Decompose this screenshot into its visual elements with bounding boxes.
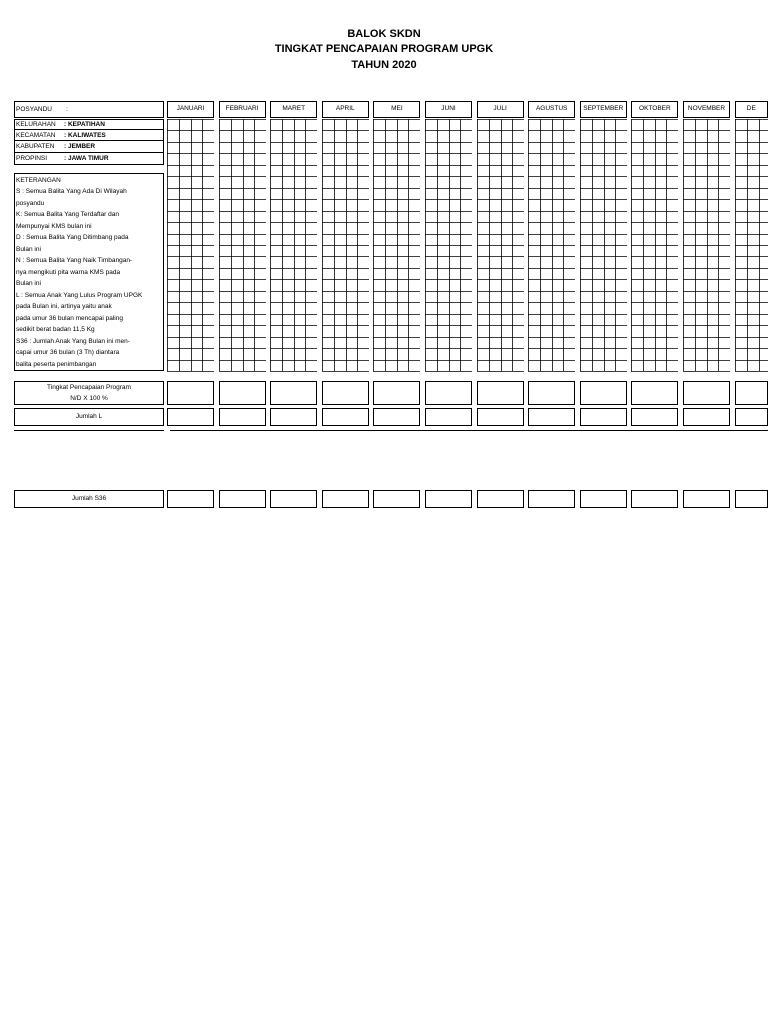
month-header: JUNI <box>425 101 472 118</box>
month-header: FEBRUARI <box>219 101 266 118</box>
month-header: OKTOBER <box>631 101 678 118</box>
keterangan-line: D : Semua Balita Yang Ditimbang pada <box>16 234 129 241</box>
posyandu-sep: : <box>66 106 68 113</box>
divider <box>14 152 164 153</box>
keterangan-line: Bulan ini <box>16 245 41 253</box>
jumlah-l-cell <box>528 408 575 426</box>
title-tahun: TAHUN 2020 <box>351 59 417 71</box>
jumlah-s36-cell <box>735 490 768 508</box>
divider <box>14 430 164 431</box>
month-grid <box>270 119 317 372</box>
posyandu-label: POSYANDU <box>16 106 52 113</box>
jumlah-l-cell <box>631 408 678 426</box>
divider <box>14 129 164 130</box>
jumlah-s36-cell <box>477 490 524 508</box>
jumlah-s36-cell <box>683 490 730 508</box>
title-balok-skdn: BALOK SKDN <box>347 28 421 40</box>
kelurahan-value: : KEPATIHAN <box>64 121 105 128</box>
jumlah-l-cell <box>219 408 266 426</box>
jumlah-s36-cell <box>167 490 214 508</box>
month-header: APRIL <box>322 101 369 118</box>
jumlah-l-cell <box>167 408 214 426</box>
keterangan-line: pada umur 36 bulan mencapai paling <box>16 314 123 322</box>
jumlah-s36-cell <box>322 490 369 508</box>
month-grid <box>580 119 627 372</box>
tingkat-label: Tingkat Pencapaian Program <box>47 384 131 391</box>
title-tingkat-pencapaian: TINGKAT PENCAPAIAN PROGRAM UPGK <box>274 43 494 55</box>
tingkat-formula: N/D X 100 % <box>70 395 108 402</box>
propinsi-label: PROPINSI <box>16 155 48 162</box>
divider <box>170 430 768 431</box>
month-header: NOVEMBER <box>683 101 730 118</box>
tingkat-cell <box>683 381 730 405</box>
keterangan-line: Mempunyai KMS bulan ini <box>16 222 92 230</box>
month-grid <box>219 119 266 372</box>
jumlah-s36-cell <box>270 490 317 508</box>
month-header: MARET <box>270 101 317 118</box>
month-header: DE <box>735 101 768 118</box>
jumlah-s36-cell <box>528 490 575 508</box>
tingkat-cell <box>580 381 627 405</box>
tingkat-cell <box>477 381 524 405</box>
keterangan-line: Bulan ini <box>16 280 41 287</box>
jumlah-s36-cell <box>580 490 627 508</box>
tingkat-cell <box>219 381 266 405</box>
keterangan-line: S36 : Jumlah Anak Yang Bulan ini men- <box>16 337 130 345</box>
jumlah-s36-cell <box>631 490 678 508</box>
month-header: JANUARI <box>167 101 214 118</box>
month-grid <box>631 119 678 372</box>
jumlah-l-cell <box>322 408 369 426</box>
month-grid <box>373 119 420 372</box>
jumlah-l-cell <box>683 408 730 426</box>
tingkat-cell <box>528 381 575 405</box>
jumlah-s36-cell <box>425 490 472 508</box>
tingkat-cell <box>631 381 678 405</box>
keterangan-line: nya mengikuti pita warna KMS pada <box>16 268 121 276</box>
keterangan-line: L : Semua Anak Yang Lulus Program UPGK <box>16 291 143 299</box>
month-grid <box>425 119 472 372</box>
month-header: JULI <box>477 101 524 118</box>
jumlah-l-cell <box>425 408 472 426</box>
jumlah-l-cell <box>477 408 524 426</box>
jumlah-l-label: Jumlah L <box>75 413 103 420</box>
month-grid <box>167 119 214 372</box>
keterangan-line: sedikit berat badan 11,5 Kg <box>16 326 95 333</box>
kelurahan-label: KELURAHAN <box>16 121 56 128</box>
propinsi-value: : JAWA TIMUR <box>64 155 109 162</box>
keterangan-line: S : Semua Balita Yang Ada Di Wilayah <box>16 188 127 195</box>
tingkat-cell <box>167 381 214 405</box>
month-header: MEI <box>373 101 420 118</box>
month-header: SEPTEMBER <box>580 101 627 118</box>
month-grid <box>683 119 730 372</box>
kabupaten-label: KABUPATEN <box>16 143 55 150</box>
jumlah-s36-cell <box>219 490 266 508</box>
tingkat-cell <box>322 381 369 405</box>
tingkat-cell <box>425 381 472 405</box>
month-grid <box>322 119 369 372</box>
keterangan-line: N : Semua Balita Yang Naik Timbangan- <box>16 257 133 264</box>
keterangan-line: balita peserta penimbangan <box>16 360 97 368</box>
divider <box>14 140 164 141</box>
tingkat-cell <box>373 381 420 405</box>
jumlah-l-cell <box>735 408 768 426</box>
tingkat-cell <box>735 381 768 405</box>
jumlah-l-cell <box>270 408 317 426</box>
keterangan-line: posyandu <box>16 199 45 207</box>
jumlah-l-cell <box>373 408 420 426</box>
month-grid <box>528 119 575 372</box>
keterangan-line: K: Semua Balita Yang Terdaftar dan <box>16 211 119 218</box>
month-grid <box>735 119 768 372</box>
month-grid <box>477 119 524 372</box>
kecamatan-value: : KALIWATES <box>64 132 106 139</box>
kecamatan-label: KECAMATAN <box>16 132 56 139</box>
keterangan-line: pada Bulan ini, artinya yaitu anak <box>16 303 112 310</box>
jumlah-l-cell <box>580 408 627 426</box>
keterangan-line: capai umur 36 bulan (3 Th) diantara <box>16 349 120 356</box>
tingkat-cell <box>270 381 317 405</box>
kabupaten-value: : JEMBER <box>64 143 96 150</box>
jumlah-s36-label: Jumlah S36 <box>71 495 107 502</box>
jumlah-s36-cell <box>373 490 420 508</box>
keterangan-title: KETERANGAN <box>16 177 61 184</box>
month-header: AGUSTUS <box>528 101 575 118</box>
